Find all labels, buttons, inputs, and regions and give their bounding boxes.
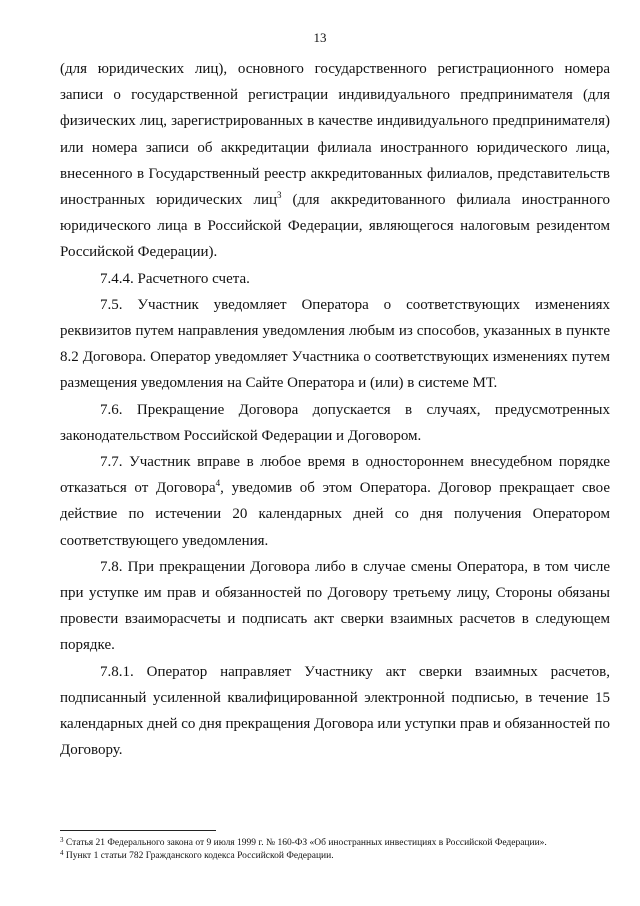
document-body — [60, 56, 610, 763]
page-number: 13 — [313, 30, 327, 45]
paragraph-text: (для аккредитованного филиала иностранного юридического лица в Российской Федерации, являющегося налоговым резидентом Российской Федерации). — [60, 192, 610, 261]
footnote-ref-3[interactable]: 3 — [277, 190, 282, 201]
paragraph-registration-number — [60, 56, 610, 266]
paragraph-7-5: 7.5. Участник уведомляет Оператора о соответствующих изменениях реквизитов путем направления уведомления любым из способов, указанных в пункте 8.2 Договора. Оператор уведомляет Участника о соответствующих изменениях путем размещения уведомления на Сайте Оператора и (или) в системе МТ. — [60, 296, 610, 392]
paragraph-7-4-4: 7.4.4. Расчетного счета. — [100, 270, 250, 287]
footnote-text: Статья 21 Федерального закона от 9 июля 1999 г. № 160-ФЗ «Об иностранных инвестициях в Российской Федерации». — [63, 838, 547, 848]
paragraph-7-6: 7.6. Прекращение Договора допускается в случаях, предусмотренных законодательством Российской Федерации и Договором. — [60, 401, 610, 444]
footnote-4 — [60, 850, 620, 863]
footnote-number: 3 — [60, 836, 64, 844]
paragraph-7-8: 7.8. При прекращении Договора либо в случае смены Оператора, в том числе при уступке им прав и обязанностей по Договору третьему лицу, Стороны обязаны провести взаиморасчеты и подписать акт сверки взаимных расчетов в следующем порядке. — [60, 558, 610, 654]
paragraph-text: 7.7. Участник вправе в любое время в одностороннем внесудебном порядке отказаться от Договора — [60, 454, 610, 497]
paragraph-text: , уведомив об этом Оператора. Договор прекращает свое действие по истечении 20 календарных дней со дня получения Оператором соответствующего уведомления. — [60, 480, 610, 549]
footnote-ref-4[interactable]: 4 — [215, 478, 221, 489]
footnote-3 — [60, 837, 620, 850]
footnotes — [60, 837, 620, 863]
footnote-text: Пункт 1 статьи 782 Гражданского кодекса Российской Федерации. — [63, 851, 334, 861]
footnote-number: 4 — [60, 849, 64, 857]
paragraph-text: (для юридических лиц), основного государственного регистрационного номера записи о государственной регистрации индивидуального предпринимателя (для физических лиц, зарегистрированных в качестве индивидуального предпринимателя) или номера записи об аккредитации филиала иностранного юридического лица, внесенного в Государственный реестр аккредитованных филиалов, представительств иностранных юридических лиц — [60, 61, 610, 209]
paragraph-7-8-1: 7.8.1. Оператор направляет Участнику акт сверки взаимных расчетов, подписанный усиленной квалифицированной электронной подписью, в течение 15 календарных дней со дня прекращения Договора или уступки прав и обязанностей по Договору. — [60, 663, 610, 759]
footnote-divider — [60, 830, 216, 831]
paragraph-7-7 — [60, 449, 610, 554]
